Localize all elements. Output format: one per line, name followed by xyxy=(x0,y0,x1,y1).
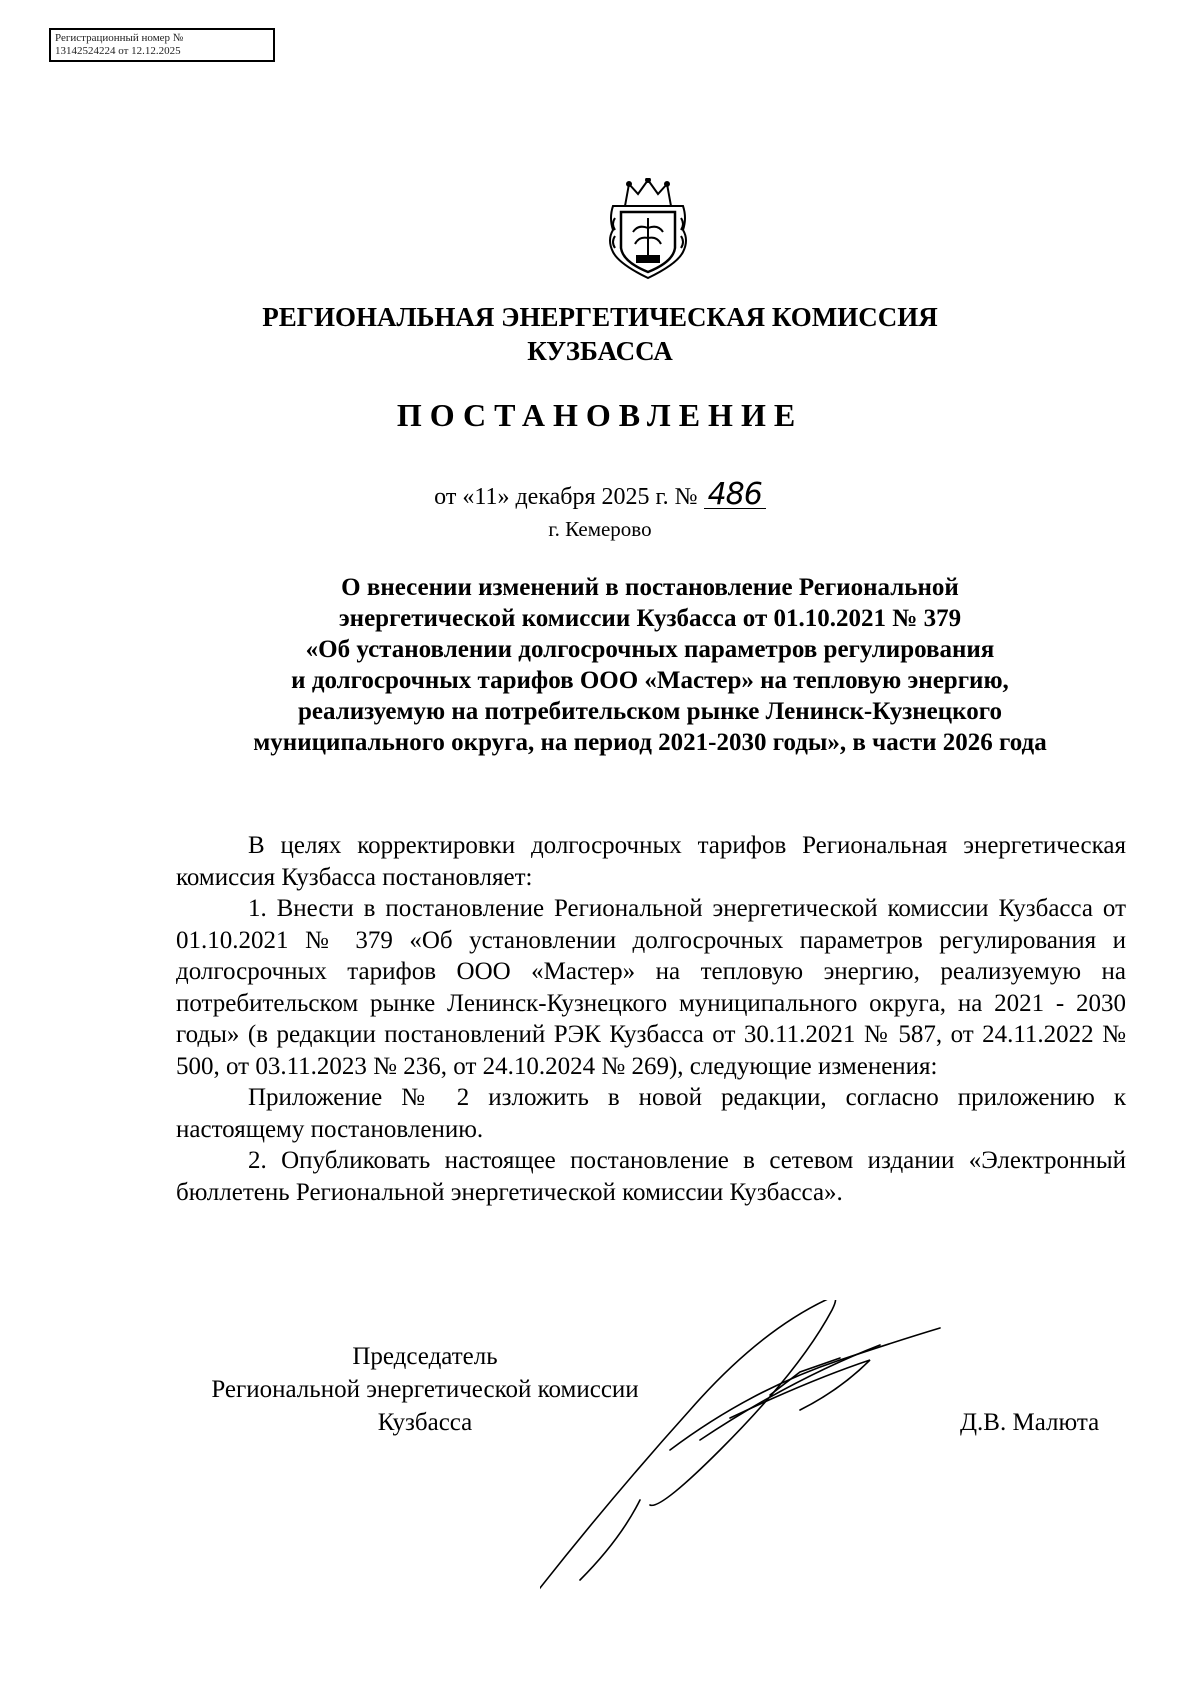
document-type: ПОСТАНОВЛЕНИЕ xyxy=(396,397,804,433)
handwritten-signature xyxy=(540,1300,1020,1630)
registration-label: Регистрационный номер № xyxy=(55,32,184,44)
signatory-position-line1: Председатель xyxy=(352,1343,498,1370)
document-date-line xyxy=(150,477,1050,512)
organization-title-line2: КУЗБАССА xyxy=(527,336,673,366)
coat-of-arms-icon xyxy=(605,178,691,280)
signatory-position-line3: Кузбасса xyxy=(377,1409,473,1436)
signatory-name: Д.В. Малюта xyxy=(960,1409,1100,1436)
document-number: 486 xyxy=(704,482,766,509)
document-date: от «11» декабря 2025 г. № xyxy=(434,484,698,510)
subject-line: энергетической комиссии Кузбасса от 01.10.2021 № 379 xyxy=(338,605,962,632)
signatory-position-line2: Региональной энергетической комиссии xyxy=(211,1376,639,1403)
subject-line: и долгосрочных тарифов ООО «Мастер» на тепловую энергию, xyxy=(291,667,1009,694)
body-item-1: 1. Внести в постановление Региональной энергетической комиссии Кузбасса от 01.10.2021 № 379 «Об установлении долгосрочных параметров регулирования и долгосрочных тарифов ООО «Мастер» на тепловую энергию, реализуемую на потребительском рынке Ленинск-Кузнецкого муниципального округа, на 2021 - 2030 годы» (в редакции постановлений РЭК Кузбасса от 30.11.2021 № 587, от 24.11.2022 № 500, от 03.11.2023 № 236, от 24.10.2024 № 269), следующие изменения: xyxy=(176,895,1126,1080)
organization-title xyxy=(150,300,1050,368)
document-body xyxy=(176,830,1126,1208)
organization-title-line1: РЕГИОНАЛЬНАЯ ЭНЕРГЕТИЧЕСКАЯ КОМИССИЯ xyxy=(262,302,938,332)
registration-stamp xyxy=(49,28,275,62)
subject-line: муниципального округа, на период 2021-2030 годы», в части 2026 года xyxy=(253,729,1047,756)
document-subject xyxy=(170,572,1130,758)
body-item-1-sub: Приложение № 2 изложить в новой редакции, согласно приложению к настоящему постановлению. xyxy=(176,1084,1126,1143)
body-item-2: 2. Опубликовать настоящее постановление в сетевом издании «Электронный бюллетень Региональной энергетической комиссии Кузбасса». xyxy=(176,1147,1126,1206)
registration-number: 13142524224 от 12.12.2025 xyxy=(55,45,181,57)
subject-line: О внесении изменений в постановление Региональной xyxy=(341,574,959,601)
document-city: г. Кемерово xyxy=(548,517,652,541)
subject-line: «Об установлении долгосрочных параметров регулирования xyxy=(305,636,995,663)
subject-line: реализуемую на потребительском рынке Ленинск-Кузнецкого xyxy=(297,698,1002,725)
body-intro: В целях корректировки долгосрочных тарифов Региональная энергетическая комиссия Кузбасса постановляет: xyxy=(176,832,1126,891)
